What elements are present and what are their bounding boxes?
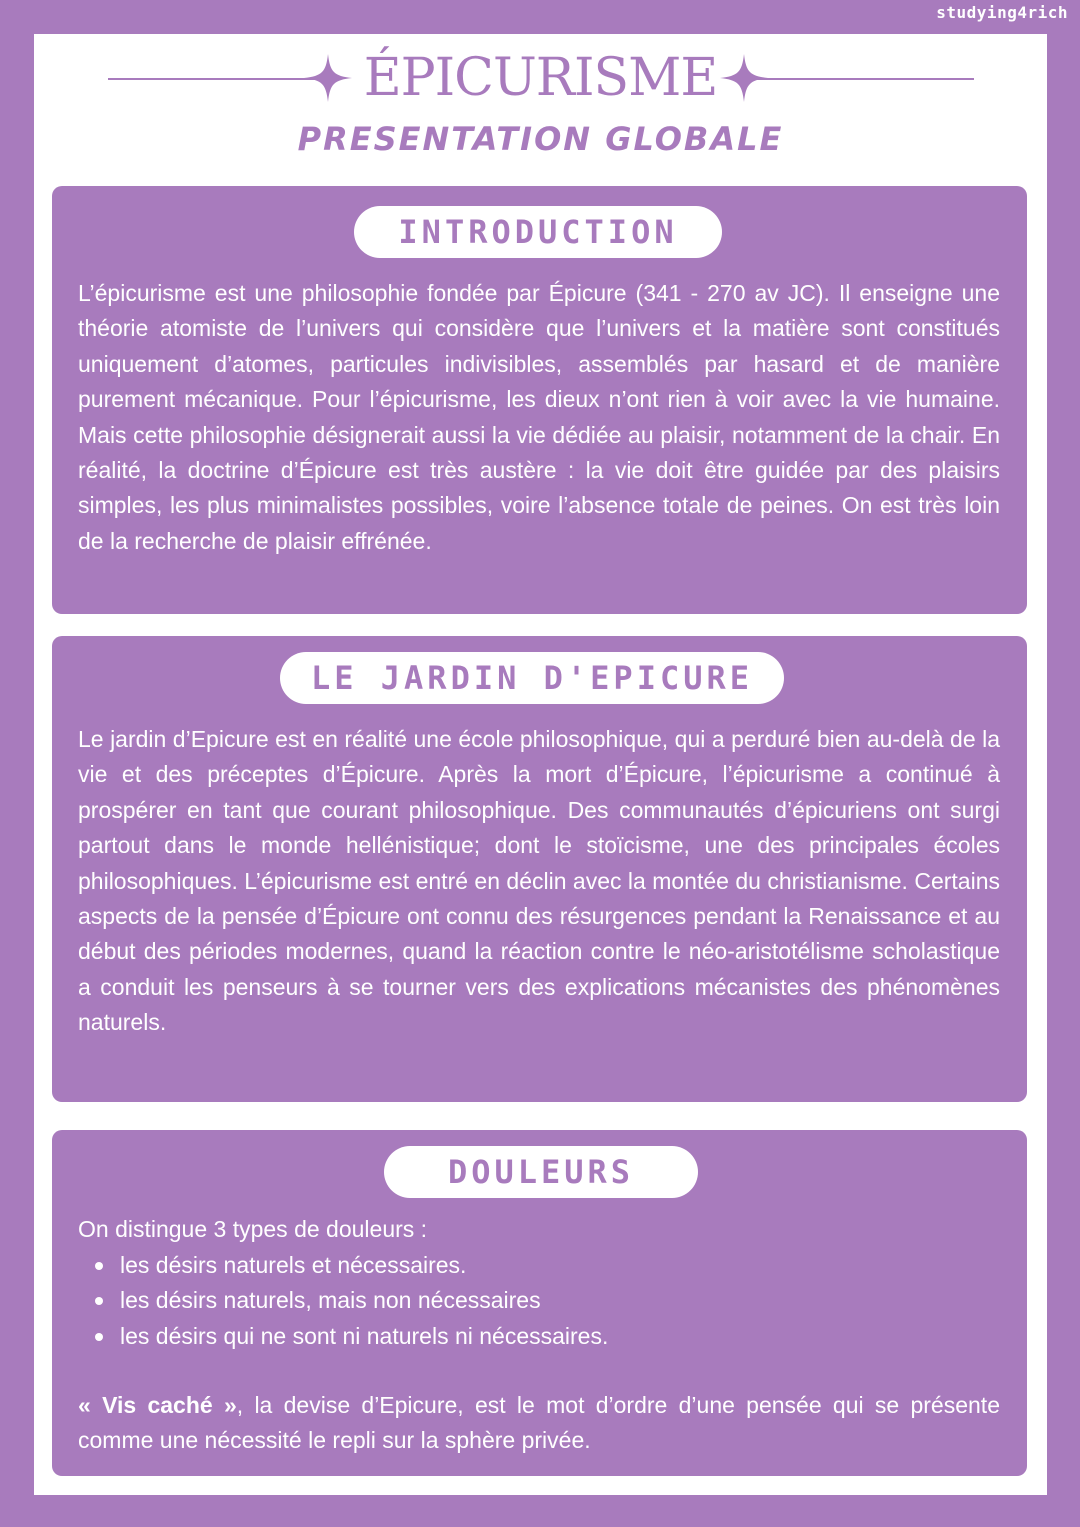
document-page xyxy=(34,34,1047,1495)
section-heading: DOULEURS xyxy=(384,1146,698,1198)
header xyxy=(34,34,1047,184)
list-item: les désirs qui ne sont ni naturels ni nécessaires. xyxy=(78,1319,1000,1354)
page-subtitle: PRESENTATION GLOBALE xyxy=(297,120,784,158)
section-text: L’épicurisme est une philosophie fondée par Épicure (341 - 270 av JC). Il enseigne une théorie atomiste de l’univers qui considère que l’univers et la matière sont constitués uniquement d’atomes, particules indivisibles, assemblés par hasard et de manière purement mécanique. Pour l’épicurisme, les dieux n’ont rien à voir avec la vie humaine. Mais cette philosophie désignerait aussi la vie dédiée au plaisir, notamment de la chair. En réalité, la doctrine d’Épicure est très austère : la vie doit être guidée par des plaisirs simples, les plus minimalistes possibles, voire l’absence totale de peines. On est très loin de la recherche de plaisir effrénée. xyxy=(78,280,1000,554)
devise-text: , la devise d’Epicure, est le mot d’ordre d’une pensée qui se présente comme une nécessité le repli sur la sphère privée. xyxy=(78,1392,1000,1454)
section-text: Le jardin d’Epicure est en réalité une école philosophique, qui a perduré bien au-delà de la vie et des préceptes d’Épicure. Après la mort d’Épicure, l’épicurisme a continué à prospérer en tant que courant philosophique. Des communautés d’épicuriens ont surgi partout dans le monde hellénistique; dont le stoïcisme, une des principales écoles philosophiques. L’épicurisme est entré en déclin avec la montée du christianisme. Certains aspects de la pensée d’Épicure ont connu des résurgences pendant la Renaissance et au début des périodes modernes, quand la réaction contre le néo-aristotélisme scholastique a conduit les penseurs à se tourner vers des explications mécanistes des phénomènes naturels. xyxy=(78,726,1000,1036)
section-douleurs xyxy=(52,1130,1027,1476)
section-introduction xyxy=(52,186,1027,614)
page-title: ÉPICURISME xyxy=(363,48,718,108)
section-jardin xyxy=(52,636,1027,1102)
devise-quote: « Vis caché » xyxy=(78,1392,237,1418)
watermark: studying4rich xyxy=(936,3,1068,22)
list-item: les désirs naturels et nécessaires. xyxy=(78,1248,1000,1283)
list-item: les désirs naturels, mais non nécessaires xyxy=(78,1283,1000,1318)
section-intro: On distingue 3 types de douleurs : xyxy=(78,1216,428,1242)
devise-paragraph xyxy=(78,1388,1000,1459)
section-heading: INTRODUCTION xyxy=(354,206,722,258)
douleurs-list xyxy=(78,1248,1000,1354)
section-heading: LE JARDIN D'EPICURE xyxy=(280,652,784,704)
